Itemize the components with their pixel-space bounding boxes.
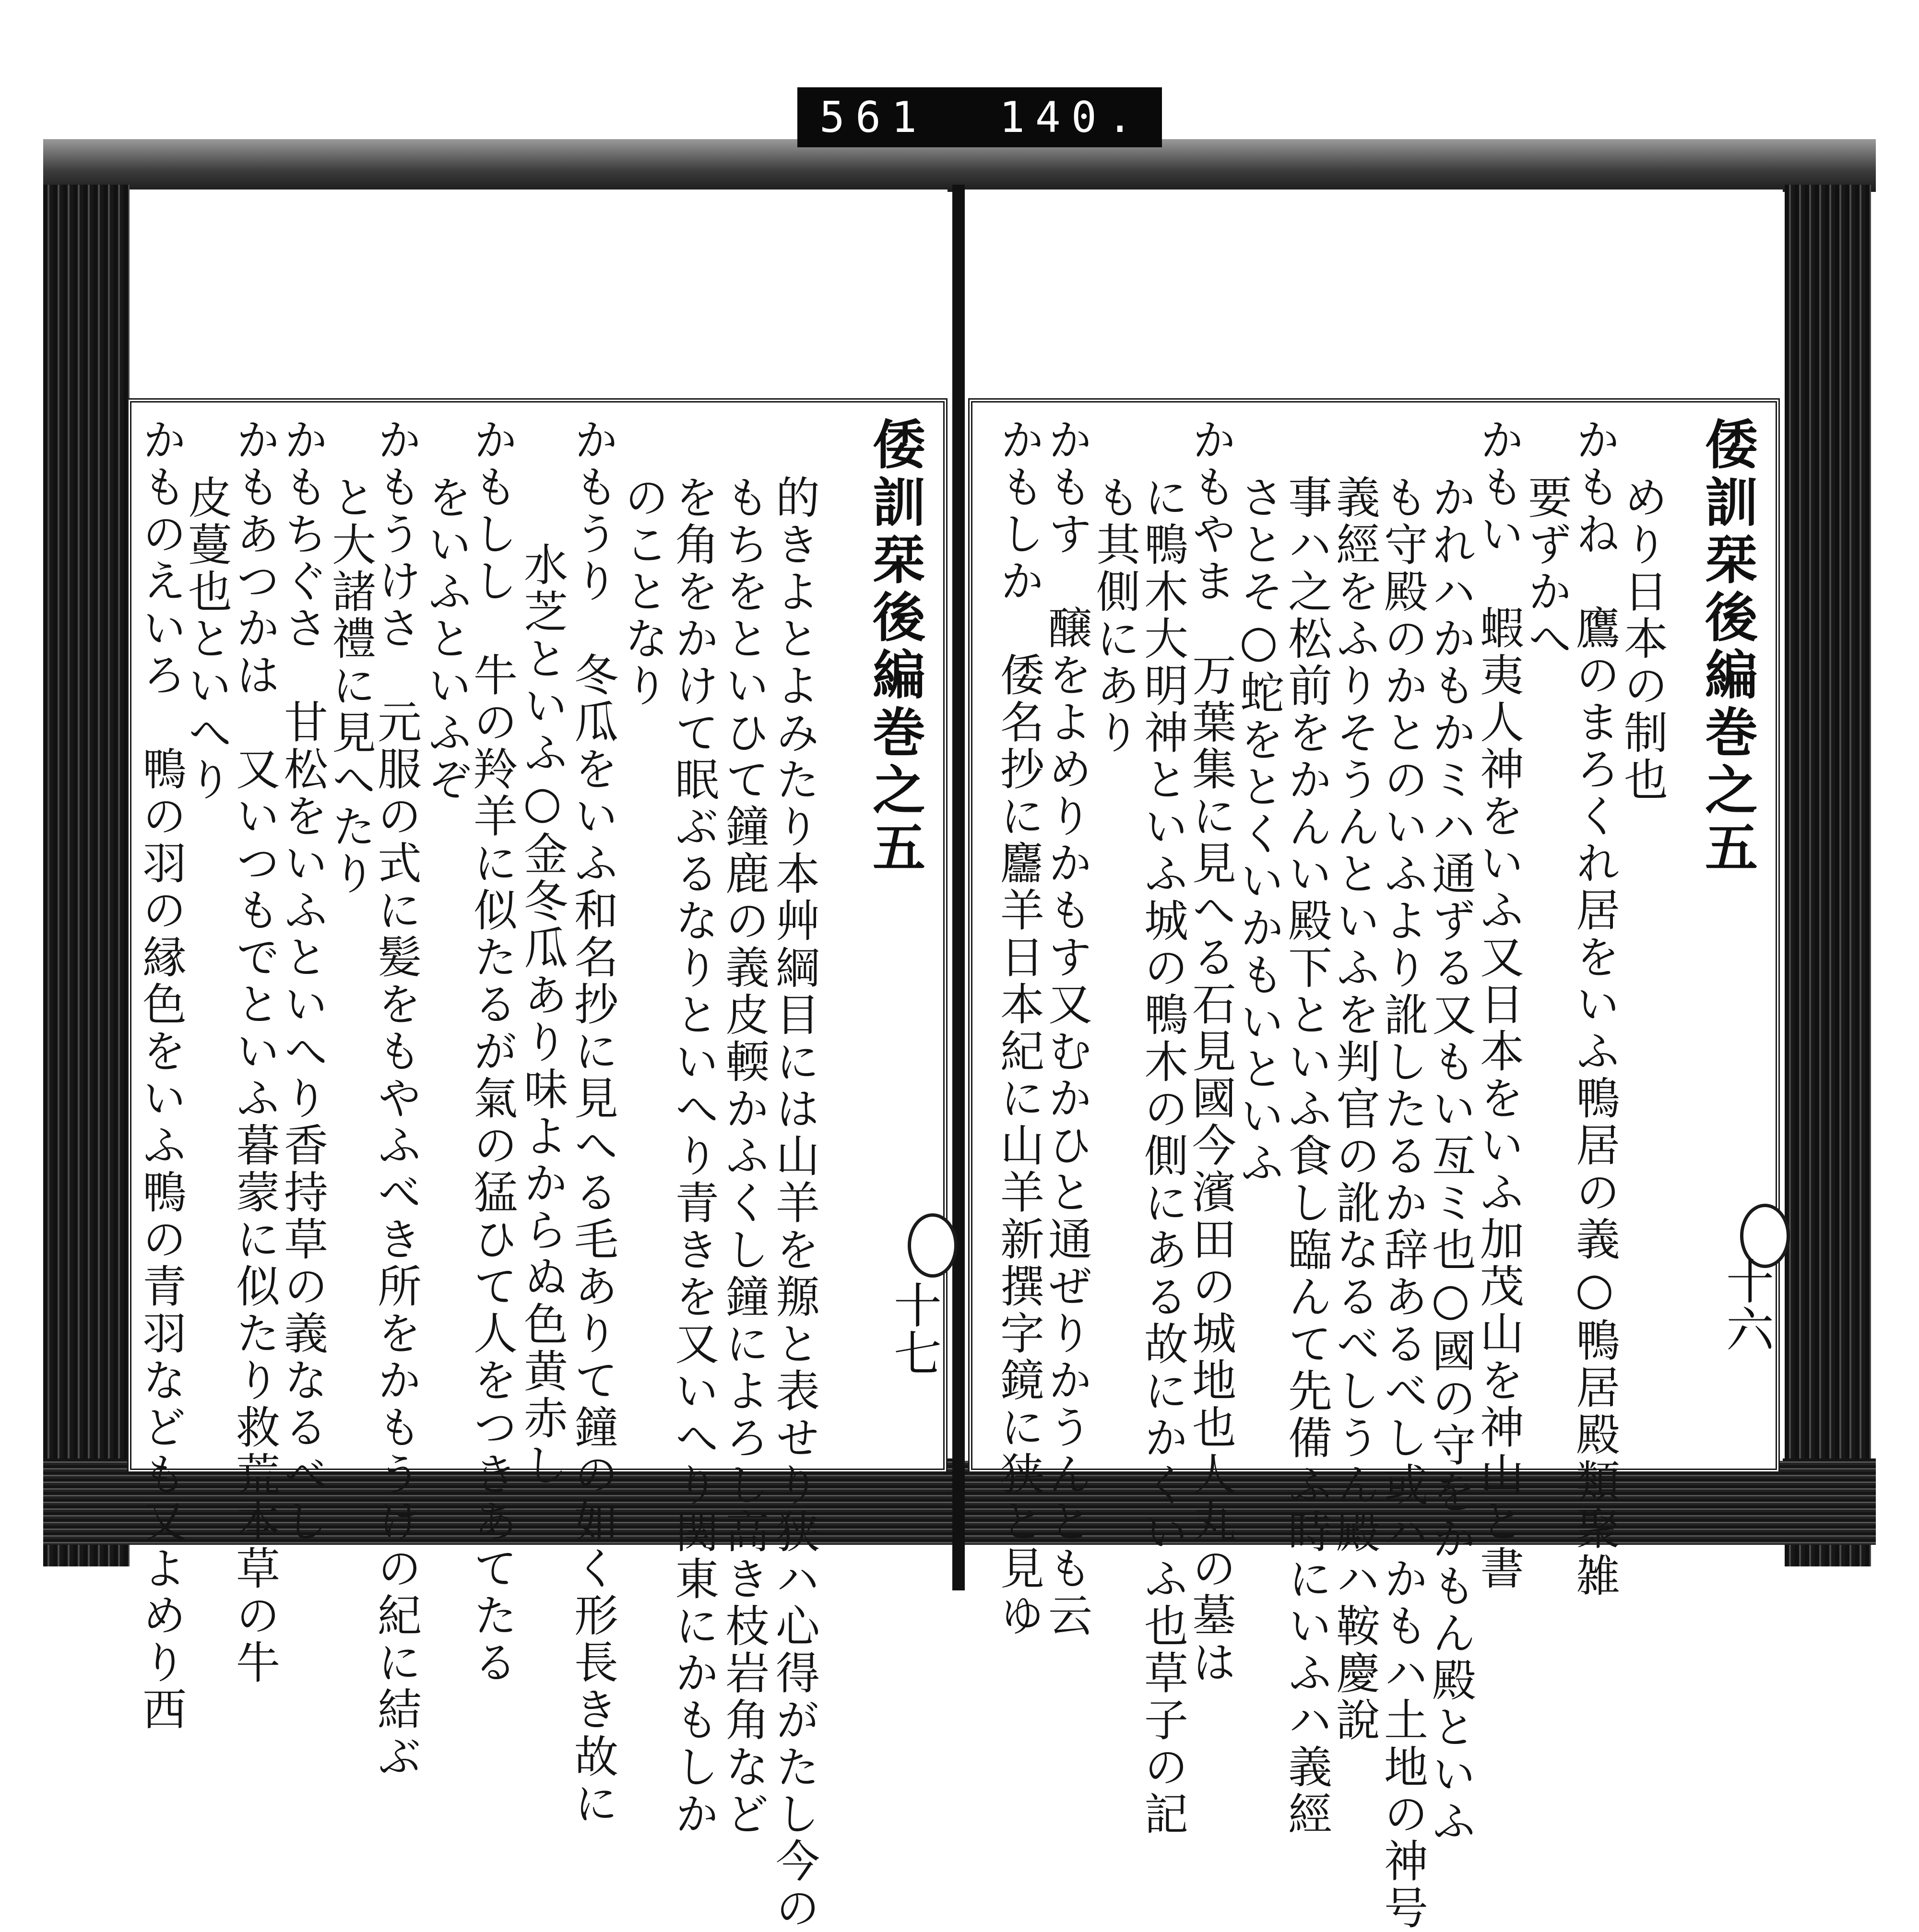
left-page-folio: 十七 xyxy=(886,1280,942,1376)
right-column-3: 要ずかへ xyxy=(1521,474,1572,663)
right-column-6: も守殿のかとのいふより訛したるか辞あるべし或ハかもハ土地の神号 xyxy=(1377,474,1428,1932)
left-column-14: かものえいろ 鴨の羽の縁色をいふ鴨の青羽なども又よめり西 xyxy=(135,417,187,1733)
call-number-right: 140. xyxy=(999,93,1143,142)
right-column-12: も其側にあり xyxy=(1089,474,1140,757)
right-column-2: かもね 鷹のまろくれ居をいふ鴨居の義○鴨居殿類聚雑 xyxy=(1569,417,1620,1600)
right-column-13: かもす 醸をよめりかもす又むかひと通ぜりかうんとも云 xyxy=(1041,417,1092,1639)
left-column-12: かもあつかは 又いつもでといふ暮蒙に似たり救荒本草の牛 xyxy=(229,417,280,1686)
left-column-4: のことなり xyxy=(617,474,669,710)
right-page-title: 倭訓栞後編巻之五 xyxy=(1696,417,1758,877)
left-column-9: かもうけさ 元服の式に髪をもやふべき所をかもうけの紀に結ぶ xyxy=(370,417,422,1780)
book-gutter xyxy=(952,185,965,1590)
left-column-2: もちをといひて鐘鹿の義皮輭かふくし鐘によろし高き枝岩角など xyxy=(718,474,770,1838)
right-column-8: 事ハ之松前をかんい殿下といふ食し臨んて先備ふ時にいふハ義經 xyxy=(1281,474,1332,1838)
right-column-9: さとそ○蛇をとくいかもいといふ xyxy=(1233,474,1284,1187)
right-text-frame xyxy=(968,398,1780,1932)
right-column-7: 義經をふりそうんといふを判官の訛なるべしうん殿ハ鞍慶說 xyxy=(1329,474,1380,1744)
left-column-1: 的きよとよみたり本艸綱目には山羊を羱と表せり狭ハ心得がたし今の xyxy=(769,474,820,1932)
right-page-folio: 十六 xyxy=(1718,1256,1774,1352)
left-column-11: かもちぐさ 甘松をいふといへり香持草の義なるべし xyxy=(277,417,328,1545)
left-page-stack xyxy=(43,185,130,1566)
right-page-stack xyxy=(1785,185,1871,1566)
call-number-left: 561 xyxy=(819,93,927,142)
left-page-title: 倭訓栞後編巻之五 xyxy=(864,417,926,877)
right-column-5: かれハかもかミハ通ずる又もい亙ミ也○國の守をかもん殿といふ xyxy=(1425,474,1476,1845)
left-column-3: を角をかけて眠ぶるなりといへり青きを又いへり関東にかもしか xyxy=(668,474,719,1838)
left-folio-circle xyxy=(908,1213,958,1278)
left-column-10: と大諸禮に見へたり xyxy=(325,474,376,898)
right-column-11: に鴨木大明神といふ城の鴨木の側にある故にかくいふ也草子の記 xyxy=(1137,474,1188,1838)
left-column-6: 水芝といふ○金冬瓜あり味よからぬ色黄赤し xyxy=(517,542,568,1489)
right-column-1: めり日本の制也 xyxy=(1617,474,1668,804)
left-column-5: かもうり 冬瓜をいふ和名抄に見へる毛ありて鐘の如く形長き故に xyxy=(567,417,618,1827)
right-column-10: かもやま 万葉集に見へる石見國今濱田の城地也人丸の墓は xyxy=(1185,417,1236,1686)
left-column-7: かもしし 牛の羚羊に似たるが氣の猛ひて人をつきあてたる xyxy=(466,417,518,1686)
right-column-14: かもしか 倭名抄に麢羊日本紀に山羊新撰字鏡に狭と見ゆ xyxy=(993,417,1044,1639)
left-text-frame xyxy=(127,398,948,1932)
left-column-13: 皮蔓也といへり xyxy=(181,474,232,804)
right-column-4: かもい 蝦夷人神をいふ又日本をいふ加茂山を神山と書 xyxy=(1473,417,1524,1592)
call-number-strip xyxy=(797,87,1162,147)
left-column-8: をいふといふぞ xyxy=(421,474,472,804)
